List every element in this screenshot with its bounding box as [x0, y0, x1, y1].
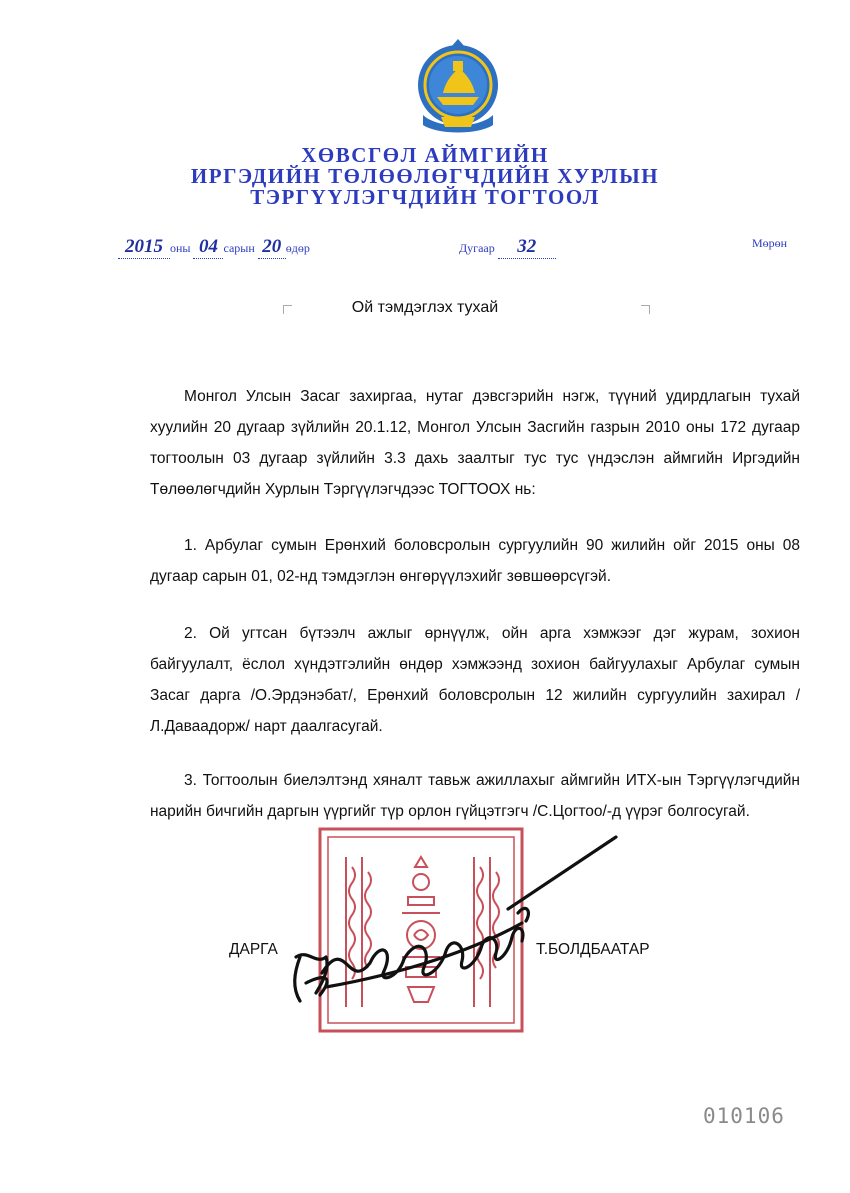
- number-label: Дугаар: [459, 241, 495, 255]
- intro-paragraph: Монгол Улсын Засаг захиргаа, нутаг дэвсгэрийн нэгж, түүний удирдлагын тухай хуулийн 20 дугаар зүйлийн 20.1.12, Монгол Улсын Засгийн газрын 2010 оны 172 дугаар тогтоолын 03 дугаар зүйлийн 3.3 дахь заалтыг тус тус үндэслэн аймгийн Иргэдийн Төлөөлөгчдийн Хурлын Тэргүүлэгчдээс ТОГТООХ нь:: [150, 388, 800, 498]
- decision-item-1: 1. Арбулаг сумын Ерөнхий боловсролын сургуулийн 90 жилийн ойг 2015 оны 08 дугаар сарын 01, 02-нд тэмдэглэн өнгөрүүлэхийг зөвшөөрсүгэй.: [150, 537, 800, 585]
- date-day-suffix: өдөр: [285, 241, 310, 255]
- date-year-suffix: оны: [170, 241, 191, 255]
- document-number: 32: [498, 236, 556, 259]
- decision-item-2: 2. Ой угтсан бүтээлч ажлыг өрнүүлж, ойн арга хэмжээг дэг журам, зохион байгуулалт, ёслол хүндэтгэлийн өндөр хэмжээнд зохион байгуулахыг Арбулаг сумын Засаг дарга /О.Эрдэнэбат/, Ерөнхий боловсролын 12 жилийн сургуулийн захирал /Л.Даваадорж/ нарт даалгасугай.: [150, 625, 800, 735]
- state-emblem: [413, 37, 503, 135]
- header-line-1: ХӨВСГӨЛ АЙМГИЙН: [301, 143, 549, 167]
- header-line-2: ИРГЭДИЙН ТӨЛӨӨЛӨГЧДИЙН ХУРЛЫН: [190, 164, 660, 188]
- date-year: 2015: [118, 236, 170, 259]
- serial-number: 010106: [703, 1104, 785, 1128]
- date-line: [118, 236, 310, 259]
- date-month: 04: [193, 236, 223, 259]
- decision-item-3: 3. Тогтоолын биелэлтэнд хяналт тавьж ажиллахыг аймгийн ИТХ-ын Тэргүүлэгчдийн нарийн бичгийн даргын үүргийг түр орлон гүйцэтгэгч /С.Цогтоо/-д үүрэг болгосугай.: [150, 772, 800, 820]
- signatory-title: ДАРГА: [229, 941, 278, 958]
- handwritten-signature: [286, 823, 626, 1008]
- number-line: [459, 236, 556, 259]
- place: Мөрөн: [752, 236, 788, 250]
- date-day: 20: [258, 236, 286, 259]
- subject-title: Ой тэмдэглэх тухай: [351, 299, 499, 316]
- signatory-name: Т.БОЛДБААТАР: [536, 941, 650, 958]
- date-month-suffix: сарын: [223, 241, 255, 255]
- header-line-3: ТЭРГҮҮЛЭГЧДИЙН ТОГТООЛ: [250, 185, 600, 209]
